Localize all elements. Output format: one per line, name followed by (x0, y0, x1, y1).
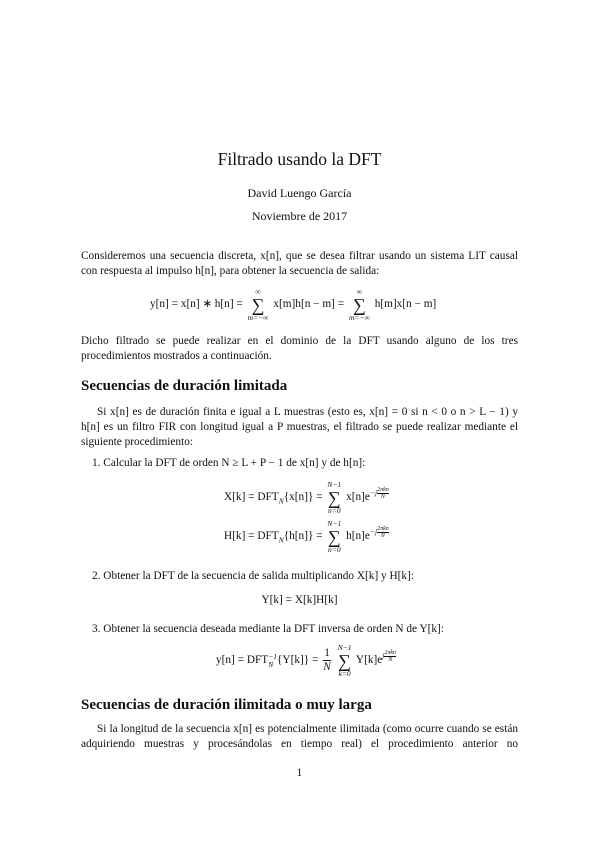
sumh-upper: N−1 (327, 519, 342, 528)
sumy-upper: N−1 (337, 643, 352, 652)
dft-h-exp-den: N (380, 533, 385, 540)
section-heading-2: Secuencias de duración ilimitada o muy larga (81, 697, 372, 713)
idft-exponent (382, 650, 397, 664)
dft-x-sub: N (278, 496, 284, 506)
idft-lhs: y[n] = DFT (216, 654, 269, 667)
section-heading-1: Secuencias de duración limitada (81, 378, 288, 394)
idft-frac-num: 1 (323, 648, 331, 661)
sum-symbol-x: N−1 ∑ n=0 (327, 480, 342, 515)
sumh-lower: n=0 (328, 544, 341, 554)
list-item-2: 2. Obtener la DFT de la secuencia de salida multiplicando X[k] y H[k]: (92, 570, 414, 582)
conv-lhs: y[n] = x[n] ∗ h[n] = (150, 298, 243, 311)
conv-term-1: x[m]h[n − m] = (273, 298, 345, 311)
sum2-upper: ∞ (356, 287, 363, 296)
idft-exp-pre: j (382, 651, 385, 661)
idft-sup: −1 (268, 652, 277, 661)
dft-h-term: h[n]e (346, 530, 370, 543)
idft-term: Y[k]e (355, 654, 383, 667)
dft-x-equation (224, 481, 389, 514)
sum-symbol-2: ∞ ∑ m=−∞ (348, 287, 370, 322)
dft-x-exp-pre: −j (369, 488, 378, 498)
dft-h-arg: {h[n]} = (283, 530, 323, 543)
sumx-lower: n=0 (328, 505, 341, 515)
idft-equation (216, 644, 396, 677)
dft-x-term: x[n]e (346, 491, 370, 504)
sum1-upper: ∞ (255, 287, 261, 296)
dft-h-sub: N (278, 535, 284, 545)
sum-symbol-y: N−1 ∑ k=0 (337, 643, 352, 678)
sum2-lower: m=−∞ (348, 312, 370, 322)
convolution-equation (150, 288, 436, 321)
page-number: 1 (296, 767, 303, 779)
idft-exp-num: 2πkn (384, 650, 397, 657)
paper-author: David Luengo García (247, 186, 352, 200)
idft-sub: N (268, 659, 274, 669)
dft-h-lhs: H[k] = DFT (224, 530, 279, 543)
paper-title: Filtrado usando la DFT (217, 149, 382, 169)
product-equation: Y[k] = X[k]H[k] (261, 594, 338, 606)
idft-fraction (323, 648, 331, 674)
idft-frac-den: N (323, 661, 331, 673)
dft-x-arg: {x[n]} = (283, 491, 323, 504)
sum-symbol-1: ∞ ∑ m=−∞ (247, 287, 269, 322)
list-item-3: 3. Obtener la secuencia deseada mediante la DFT inversa de orden N de Y[k]: (92, 623, 444, 635)
intro-paragraph-1: Consideremos una secuencia discreta, x[n], que se desea filtrar usando un sistema LIT causal con respuesta al impulso h[n], para obtener la secuencia de salida: (81, 250, 518, 277)
section2-paragraph: Si la longitud de la secuencia x[n] es potencialmente ilimitada (como ocurre cuando se están adquiriendo muestras y procesándolas en tiempo real) el procedimiento anterior no (81, 723, 518, 750)
dft-x-exp-num: 2πkn (377, 487, 389, 494)
sum-symbol-h: N−1 ∑ n=0 (327, 519, 342, 554)
dft-h-exp-num: 2πkn (377, 526, 389, 533)
dft-x-exponent (369, 487, 389, 501)
dft-h-equation (224, 520, 389, 553)
intro-paragraph-2: Dicho filtrado se puede realizar en el dominio de la DFT usando alguno de los tres procedimientos mostrados a continuación. (81, 335, 518, 362)
section1-paragraph: Si x[n] es de duración finita e igual a L muestras (esto es, x[n] = 0 si n < 0 o n > L − 1) y h[n] es un filtro FIR con longitud igual a P muestras, el filtrado se puede realizar mediante el siguiente procedimiento: (81, 406, 518, 448)
idft-exp-den: N (388, 657, 393, 664)
conv-term-2: h[m]x[n − m] (374, 298, 437, 311)
sum1-lower: m=−∞ (247, 312, 269, 322)
dft-h-exp-pre: −j (369, 527, 378, 537)
paper-date: Noviembre de 2017 (251, 209, 348, 223)
dft-x-exp-den: N (380, 494, 385, 501)
dft-h-exponent (369, 526, 389, 540)
list-item-1: 1. Calcular la DFT de orden N ≥ L + P − 1 de x[n] y de h[n]: (92, 457, 366, 469)
dft-x-lhs: X[k] = DFT (224, 491, 279, 504)
sumx-upper: N−1 (327, 480, 342, 489)
idft-arg: {Y[k]} = (277, 654, 319, 667)
sumy-lower: k=0 (338, 668, 351, 678)
